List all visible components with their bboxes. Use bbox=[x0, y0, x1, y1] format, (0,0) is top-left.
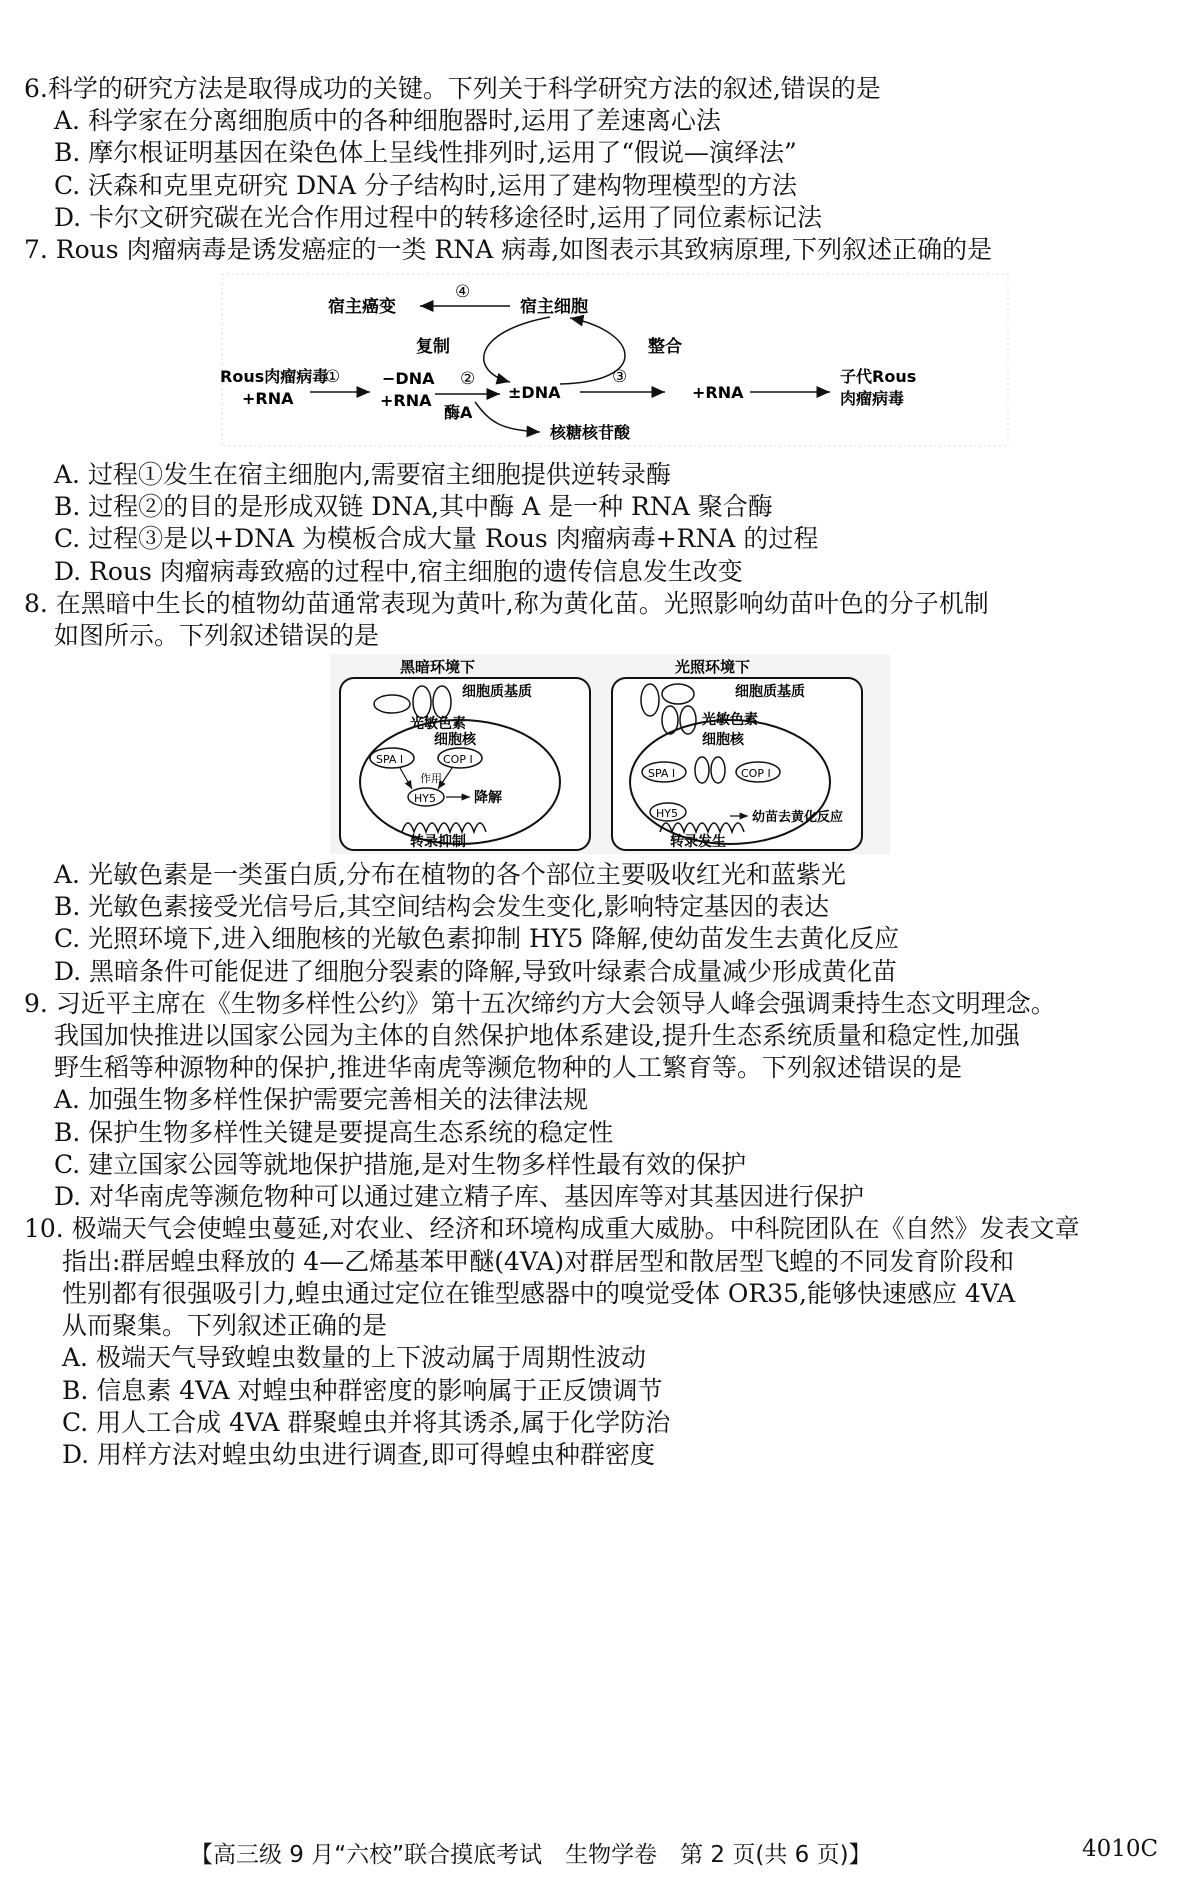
question-10-option-c: C. 用人工合成 4VA 群聚蝗虫并将其诱杀,属于化学防治 bbox=[62, 1408, 671, 1437]
question-10-stem-line3: 性别都有很强吸引力,蝗虫通过定位在锥型感器中的嗅觉受体 OR35,能够快速感应 4VA bbox=[62, 1279, 1016, 1308]
light-bound-phyto-2 bbox=[711, 757, 725, 783]
arrow-ribonucleotide bbox=[475, 402, 540, 432]
dark-degrade-label: 降解 bbox=[474, 790, 502, 806]
question-7-option-a: A. 过程①发生在宿主细胞内,需要宿主细胞提供逆转录酶 bbox=[54, 460, 671, 489]
integrate-label: 整合 bbox=[648, 337, 682, 357]
light-bound-phyto-1 bbox=[695, 757, 709, 783]
host-cell-label: 宿主细胞 bbox=[520, 297, 588, 317]
question-10-stem-line4: 从而聚集。下列叙述正确的是 bbox=[62, 1311, 388, 1340]
question-10-stem-line1: 10. 极端天气会使蝗虫蔓延,对农业、经济和环境构成重大威胁。中科院团队在《自然》发表文章 bbox=[24, 1214, 1080, 1243]
question-8-stem-line2: 如图所示。下列叙述错误的是 bbox=[54, 621, 380, 650]
light-spa-label: SPA Ⅰ bbox=[648, 767, 676, 780]
step1-label: ① bbox=[325, 367, 341, 387]
light-transcription-label: 转录发生 bbox=[670, 834, 726, 850]
question-7-option-b: B. 过程②的目的是形成双链 DNA,其中酶 A 是一种 RNA 聚合酶 bbox=[54, 492, 773, 521]
ribonucleotide-label: 核糖核苷酸 bbox=[550, 423, 631, 442]
light-nucleus-label: 细胞核 bbox=[702, 732, 744, 748]
light-cytoplasm-label: 细胞质基质 bbox=[735, 684, 805, 700]
pm-dna-label: ±DNA bbox=[508, 383, 561, 402]
question-6-stem: 6.科学的研究方法是取得成功的关键。下列关于科学研究方法的叙述,错误的是 bbox=[24, 74, 881, 103]
question-9-option-d: D. 对华南虎等濒危物种可以通过建立精子库、基因库等对其基因进行保护 bbox=[54, 1182, 865, 1211]
dark-cop-label: COP Ⅰ bbox=[443, 753, 473, 766]
question-9-option-a: A. 加强生物多样性保护需要完善相关的法律法规 bbox=[54, 1085, 588, 1114]
question-9-option-c: C. 建立国家公园等就地保护措施,是对生物多样性最有效的保护 bbox=[54, 1150, 747, 1179]
question-6-option-b: B. 摩尔根证明基因在染色体上呈线性排列时,运用了“假说—演绎法” bbox=[54, 138, 797, 167]
question-6-option-d: D. 卡尔文研究碳在光合作用过程中的转移途径时,运用了同位素标记法 bbox=[54, 203, 822, 232]
phytochrome-diagram bbox=[330, 654, 890, 854]
enzyme-a-label: 酶A bbox=[444, 403, 473, 422]
dark-hy5-label: HY5 bbox=[414, 792, 436, 805]
dark-phytochrome-label: 光敏色素 bbox=[410, 716, 466, 732]
paper-code: 4010C bbox=[1082, 1836, 1159, 1862]
question-8-option-d: D. 黑暗条件可能促进了细胞分裂素的降解,导致叶绿素合成量减少形成黄化苗 bbox=[54, 957, 897, 986]
dark-transcription-label: 转录抑制 bbox=[410, 834, 466, 850]
light-title: 光照环境下 bbox=[675, 658, 751, 676]
replicate-label: 复制 bbox=[416, 337, 450, 357]
dark-action-label: 作用 bbox=[420, 772, 442, 785]
question-7-stem: 7. Rous 肉瘤病毒是诱发癌症的一类 RNA 病毒,如图表示其致病原理,下列叙述正确的是 bbox=[24, 235, 993, 264]
light-hy5-label: HY5 bbox=[656, 807, 678, 820]
plus-rna-label: +RNA bbox=[380, 391, 432, 410]
light-phytochrome-label: 光敏色素 bbox=[702, 712, 758, 728]
dark-nucleus-label: 细胞核 bbox=[434, 732, 476, 748]
host-cancer-label: 宿主癌变 bbox=[328, 297, 396, 317]
question-9-stem-line1: 9. 习近平主席在《生物多样性公约》第十五次缔约方大会领导人峰会强调秉持生态文明理念。 bbox=[24, 989, 1056, 1018]
question-10-option-a: A. 极端天气导致蝗虫数量的上下波动属于周期性波动 bbox=[62, 1343, 646, 1372]
virus-label-line2: +RNA bbox=[242, 389, 294, 408]
step4-label: ④ bbox=[455, 282, 471, 302]
question-6-option-c: C. 沃森和克里克研究 DNA 分子结构时,运用了建构物理模型的方法 bbox=[54, 171, 797, 200]
light-cop-label: COP Ⅰ bbox=[741, 767, 771, 780]
page-footer: 【高三级 9 月“六校”联合摸底考试 生物学卷 第 2 页(共 6 页)】 bbox=[190, 1842, 872, 1868]
replicate-arc bbox=[484, 317, 550, 382]
question-8-option-a: A. 光敏色素是一类蛋白质,分布在植物的各个部位主要吸收红光和蓝紫光 bbox=[54, 860, 846, 889]
offspring-line2: 肉瘤病毒 bbox=[840, 389, 905, 408]
minus-dna-label: −DNA bbox=[382, 369, 435, 388]
question-9-stem-line3: 野生稻等种源物种的保护,推进华南虎等濒危物种的人工繁育等。下列叙述错误的是 bbox=[54, 1053, 962, 1082]
question-8-option-b: B. 光敏色素接受光信号后,其空间结构会发生变化,影响特定基因的表达 bbox=[54, 892, 830, 921]
dark-spa-label: SPA Ⅰ bbox=[376, 753, 404, 766]
dark-title: 黑暗环境下 bbox=[400, 658, 476, 676]
question-8-stem-line1: 8. 在黑暗中生长的植物幼苗通常表现为黄叶,称为黄化苗。光照影响幼苗叶色的分子机制 bbox=[24, 589, 989, 618]
question-10-stem-line2: 指出:群居蝗虫释放的 4—乙烯基苯甲醚(4VA)对群居型和散居型飞蝗的不同发育阶段和 bbox=[62, 1247, 1015, 1276]
rous-virus-diagram bbox=[220, 272, 1010, 452]
question-9-option-b: B. 保护生物多样性关键是要提高生态系统的稳定性 bbox=[54, 1118, 614, 1147]
dark-cytoplasm-label: 细胞质基质 bbox=[462, 684, 532, 700]
plus-rna2-label: +RNA bbox=[692, 383, 744, 402]
question-7-option-d: D. Rous 肉瘤病毒致癌的过程中,宿主细胞的遗传信息发生改变 bbox=[54, 557, 743, 586]
question-6-option-a: A. 科学家在分离细胞质中的各种细胞器时,运用了差速离心法 bbox=[54, 106, 721, 135]
light-deetiolation-label: 幼苗去黄化反应 bbox=[752, 810, 844, 825]
offspring-line1: 子代Rous bbox=[840, 367, 917, 386]
question-9-stem-line2: 我国加快推进以国家公园为主体的自然保护地体系建设,提升生态系统质量和稳定性,加强 bbox=[54, 1021, 1020, 1050]
question-7-option-c: C. 过程③是以+DNA 为模板合成大量 Rous 肉瘤病毒+RNA 的过程 bbox=[54, 524, 819, 553]
question-8-option-c: C. 光照环境下,进入细胞核的光敏色素抑制 HY5 降解,使幼苗发生去黄化反应 bbox=[54, 924, 900, 953]
step3-label: ③ bbox=[612, 367, 628, 387]
step2-label: ② bbox=[460, 369, 476, 389]
question-10-option-d: D. 用样方法对蝗虫幼虫进行调查,即可得蝗虫种群密度 bbox=[62, 1440, 655, 1469]
virus-label-line1: Rous肉瘤病毒 bbox=[220, 367, 329, 386]
question-10-option-b: B. 信息素 4VA 对蝗虫种群密度的影响属于正反馈调节 bbox=[62, 1376, 663, 1405]
